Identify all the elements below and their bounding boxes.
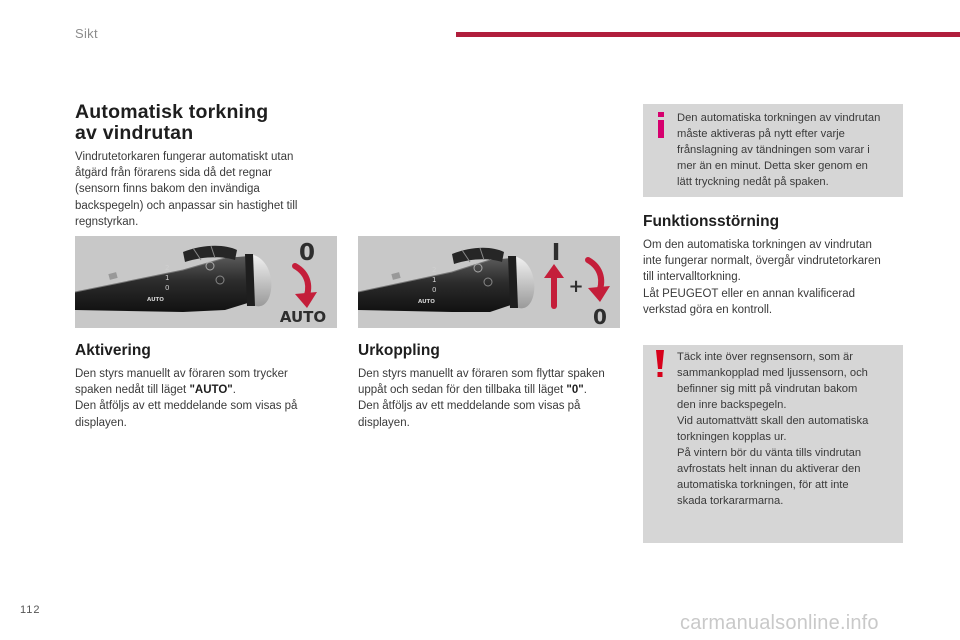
auto-label: AUTO <box>279 308 327 326</box>
text-line: verkstad göra en kontroll. <box>643 303 773 316</box>
aktivering-paragraph <box>75 366 337 431</box>
text-fragment: spaken nedåt till läget <box>75 384 190 397</box>
text-line: (sensorn finns bakom den invändiga <box>75 183 260 196</box>
wiper-stalk-auto-svg <box>75 236 337 328</box>
position-mark-zero: 0 <box>298 240 316 266</box>
text-line: måste aktiveras på nytt efter varje <box>677 128 845 140</box>
position-mark-zero: 0 <box>593 305 607 328</box>
text-fragment: uppåt och sedan för den tillbaka till läget <box>358 384 567 397</box>
text-line: torkningen kopplas ur. <box>677 431 787 443</box>
text-line: displayen. <box>75 416 127 429</box>
warning-box-text <box>677 349 899 509</box>
warning-icon <box>655 350 665 378</box>
text-line: sammankopplad med ljussensorn, och <box>677 367 868 379</box>
text-line: Låt PEUGEOT eller en annan kvalificerad <box>643 287 856 300</box>
text-line: Den åtföljs av ett meddelande som visas på <box>358 400 581 413</box>
plus-sign: + <box>568 276 584 297</box>
text-line: befinner sig mitt på vindrutan bakom <box>677 383 858 395</box>
text-line: Den styrs manuellt av föraren som trycker <box>75 368 288 380</box>
text-line: Vid automattvätt skall den automatiska <box>677 415 869 427</box>
text-line: På vintern bör du vänta tills vindrutan <box>677 447 862 459</box>
position-mark-one: I <box>551 240 561 266</box>
text-line: Vindrutetorkaren fungerar automatiskt utan <box>75 151 294 163</box>
text-line <box>358 382 626 398</box>
text-line: mer än en minut. Detta sker genom en <box>677 160 868 172</box>
wiper-stalk-illustration-deactivate <box>358 236 620 328</box>
text-line: Den styrs manuellt av föraren som flyttar spaken <box>358 368 605 380</box>
section-title: Sikt <box>75 26 98 41</box>
text-fragment: . <box>232 384 236 397</box>
stalk-mark: AUTO <box>418 299 435 305</box>
text-line: regnstyrkan. <box>75 215 139 228</box>
text-line: till intervalltorkning. <box>643 271 741 284</box>
text-line: lätt tryckning nedåt på spaken. <box>677 176 829 188</box>
header-accent-bar <box>456 32 960 37</box>
heading-aktivering: Aktivering <box>75 342 151 359</box>
text-line: automatiska torkningen, för att inte <box>677 479 849 491</box>
page-number: 112 <box>20 604 41 616</box>
text-line: inte fungerar normalt, övergår vindrutetorkaren <box>643 255 881 268</box>
page-title <box>75 102 335 144</box>
text-line <box>75 382 337 398</box>
info-icon <box>655 112 667 138</box>
stalk-mark: 2 <box>432 266 437 274</box>
intro-paragraph <box>75 149 335 230</box>
auto-position-label: "AUTO" <box>189 384 233 397</box>
text-line: avfrostats helt innan du aktiverar den <box>677 463 861 475</box>
text-line: den inre backspegeln. <box>677 399 787 411</box>
heading-funktionsstorning: Funktionsstörning <box>643 213 780 230</box>
warning-box <box>643 345 903 543</box>
text-line: Täck inte över regnsensorn, som är <box>677 351 853 363</box>
wiper-stalk-deactivate-svg <box>358 236 620 328</box>
text-fragment: . <box>583 384 587 397</box>
stalk-mark: 0 <box>432 286 437 294</box>
zero-position-label: "0" <box>566 384 584 397</box>
stalk-mark: 2 <box>165 264 170 272</box>
urkoppling-paragraph <box>358 366 626 431</box>
info-box-text <box>677 110 899 190</box>
text-line: frånslagning av tändningen som varar i <box>677 144 870 156</box>
text-line: Den automatiska torkningen av vindrutan <box>677 112 881 124</box>
heading-urkoppling: Urkoppling <box>358 342 440 359</box>
text-line: displayen. <box>358 416 410 429</box>
wiper-stalk-illustration-auto <box>75 236 337 328</box>
text-line: skada torkararmarna. <box>677 495 784 507</box>
info-box <box>643 104 903 197</box>
stalk-mark: 0 <box>165 284 170 292</box>
text-line: åtgärd från förarens sida då det regnar <box>75 167 272 180</box>
stalk-mark: 1 <box>165 274 170 282</box>
page-title-line: Automatisk torkning <box>75 101 269 123</box>
stalk-mark: 1 <box>432 276 437 284</box>
page-title-line: av vindrutan <box>75 122 194 144</box>
watermark: carmanualsonline.info <box>680 612 879 634</box>
stalk-mark: AUTO <box>147 297 164 303</box>
text-line: Den åtföljs av ett meddelande som visas på <box>75 400 298 413</box>
text-line: Om den automatiska torkningen av vindrutan <box>643 239 872 251</box>
text-line: backspegeln) och anpassar sin hastighet till <box>75 199 298 212</box>
funktionsstorning-paragraph <box>643 237 908 318</box>
